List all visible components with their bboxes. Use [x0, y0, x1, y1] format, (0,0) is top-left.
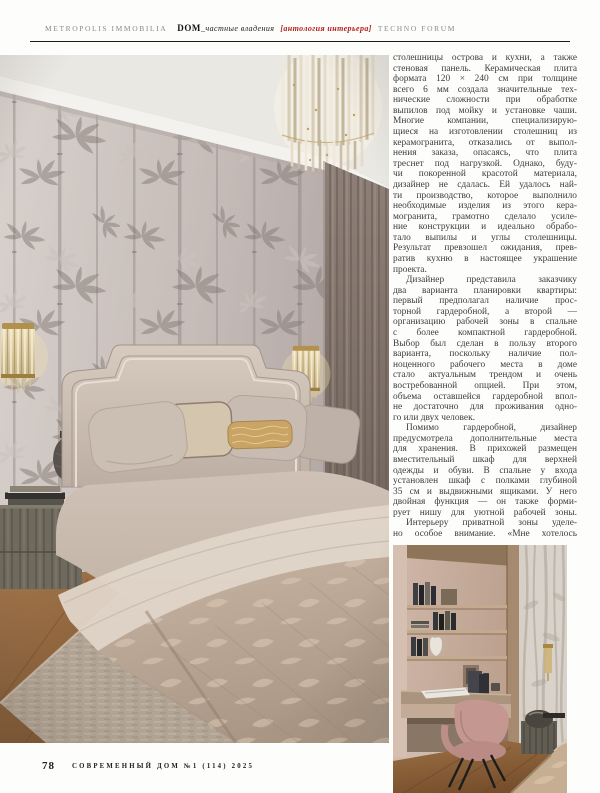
brand-right-label: TECHNO FORUM — [377, 24, 456, 33]
magazine-header — [45, 23, 565, 33]
article-line: установлен шкаф с полками глубиной — [393, 476, 577, 487]
main-photo — [0, 55, 389, 743]
article-line: нические сложности при обработке — [393, 95, 577, 106]
article-line: для хранения. В прихожей размещен — [393, 444, 577, 455]
article-line: ти производство, которое выполнило — [393, 190, 577, 201]
article-line: Выбор был сделан в пользу второго — [393, 338, 577, 349]
article-line: формата 120 × 240 см при толщине — [393, 74, 577, 85]
article-column — [393, 53, 577, 540]
article-line: организацию рабочей зоны в спальне — [393, 317, 577, 328]
article-line: ноценного рабочего места в доме — [393, 359, 577, 370]
article-line: два варианта планировки квартиры: — [393, 285, 577, 296]
secondary-photo — [393, 545, 567, 793]
brand-sub-label: _частные владения — [201, 24, 275, 33]
article-line: варианта, поскольку наличие пол- — [393, 349, 577, 360]
article-line: щиеся на изготовлении столешниц из — [393, 127, 577, 138]
article-line: но особое внимание. «Мне хотелось — [393, 529, 577, 540]
article-line: ние конструкции и идеально обрабо- — [393, 222, 577, 233]
article-line: востребованной опцией. При этом, — [393, 380, 577, 391]
article-text — [393, 53, 577, 540]
article-line: проекта. — [393, 264, 427, 275]
desk-nook-illustration — [393, 545, 567, 793]
article-line: дизайнер не сдалась. Ей удалось най- — [393, 179, 577, 190]
article-line: первый предполагал наличие прос- — [393, 296, 577, 307]
article-line: ратив кухню в настоящее украшение — [393, 253, 577, 264]
article-line: керамогранита, отказались от выпол- — [393, 137, 577, 148]
article-line: рует нишу для уютной рабочей зоны. — [393, 507, 577, 518]
article-line: одежды и обуви. В спальне у входа — [393, 465, 577, 476]
article-line: 35 см и выдвижными ящиками. У него — [393, 486, 577, 497]
bedroom-illustration — [0, 55, 389, 743]
article-line: выпилов под мойку и установке чаши. — [393, 105, 577, 116]
article-line: двойная функция — он также форми- — [393, 497, 577, 508]
article-line: треснет под нагрузкой. Однако, буду- — [393, 158, 577, 169]
article-line: могранита, грамотно сделало усиле- — [393, 211, 577, 222]
article-line: тало выпилы и углы столешницы. — [393, 232, 577, 243]
article-line: предусмотрела дополнительные места — [393, 433, 577, 444]
brand-left-label: METROPOLIS IMMOBILIA — [45, 24, 168, 33]
article-line: столешницы острова и кухни, а также — [393, 53, 577, 63]
article-line: стало актуальным трендом и очень — [393, 370, 577, 381]
article-line: Интерьеру приватной зоны уделе- — [406, 518, 577, 529]
article-line: необходимые изделия из этого кера- — [393, 201, 577, 212]
footer-page-number: 78 — [42, 760, 55, 772]
article-line: Результат превзошел ожидания, прев- — [393, 243, 577, 254]
article-line: чи покоренной красотой материала, — [393, 169, 577, 180]
article-line: Многие компании, специализирую- — [393, 116, 577, 127]
section-tag-label: [антология интерьера] — [280, 24, 372, 33]
article-line: с более компактной гардеробной. — [393, 328, 577, 339]
article-line: объема оставшейся гардеробной впол- — [393, 391, 577, 402]
article-line: Помимо гардеробной, дизайнер — [406, 423, 577, 434]
article-line: нения заказа, опасаясь, что плита — [393, 148, 577, 159]
article-line: стеновая панель. Керамическая плита — [393, 63, 577, 74]
article-line: не достаточно для проживания одно- — [393, 402, 577, 413]
article-line: го или двух человек. — [393, 412, 475, 423]
article-line: торной гардеробной, а второй — — [393, 306, 577, 317]
article-line: вместительный шкаф для верхней — [393, 454, 577, 465]
header-rule — [30, 41, 570, 42]
brand-dom-label: DOM — [177, 23, 202, 33]
photo-vignette — [0, 55, 389, 743]
article-line: всего 6 мм создала значительные тех- — [393, 84, 577, 95]
footer-magazine-title: СОВРЕМЕННЫЙ ДОМ №1 (114) 2025 — [72, 763, 255, 770]
article-line: Дизайнер представила заказчику — [406, 275, 577, 286]
